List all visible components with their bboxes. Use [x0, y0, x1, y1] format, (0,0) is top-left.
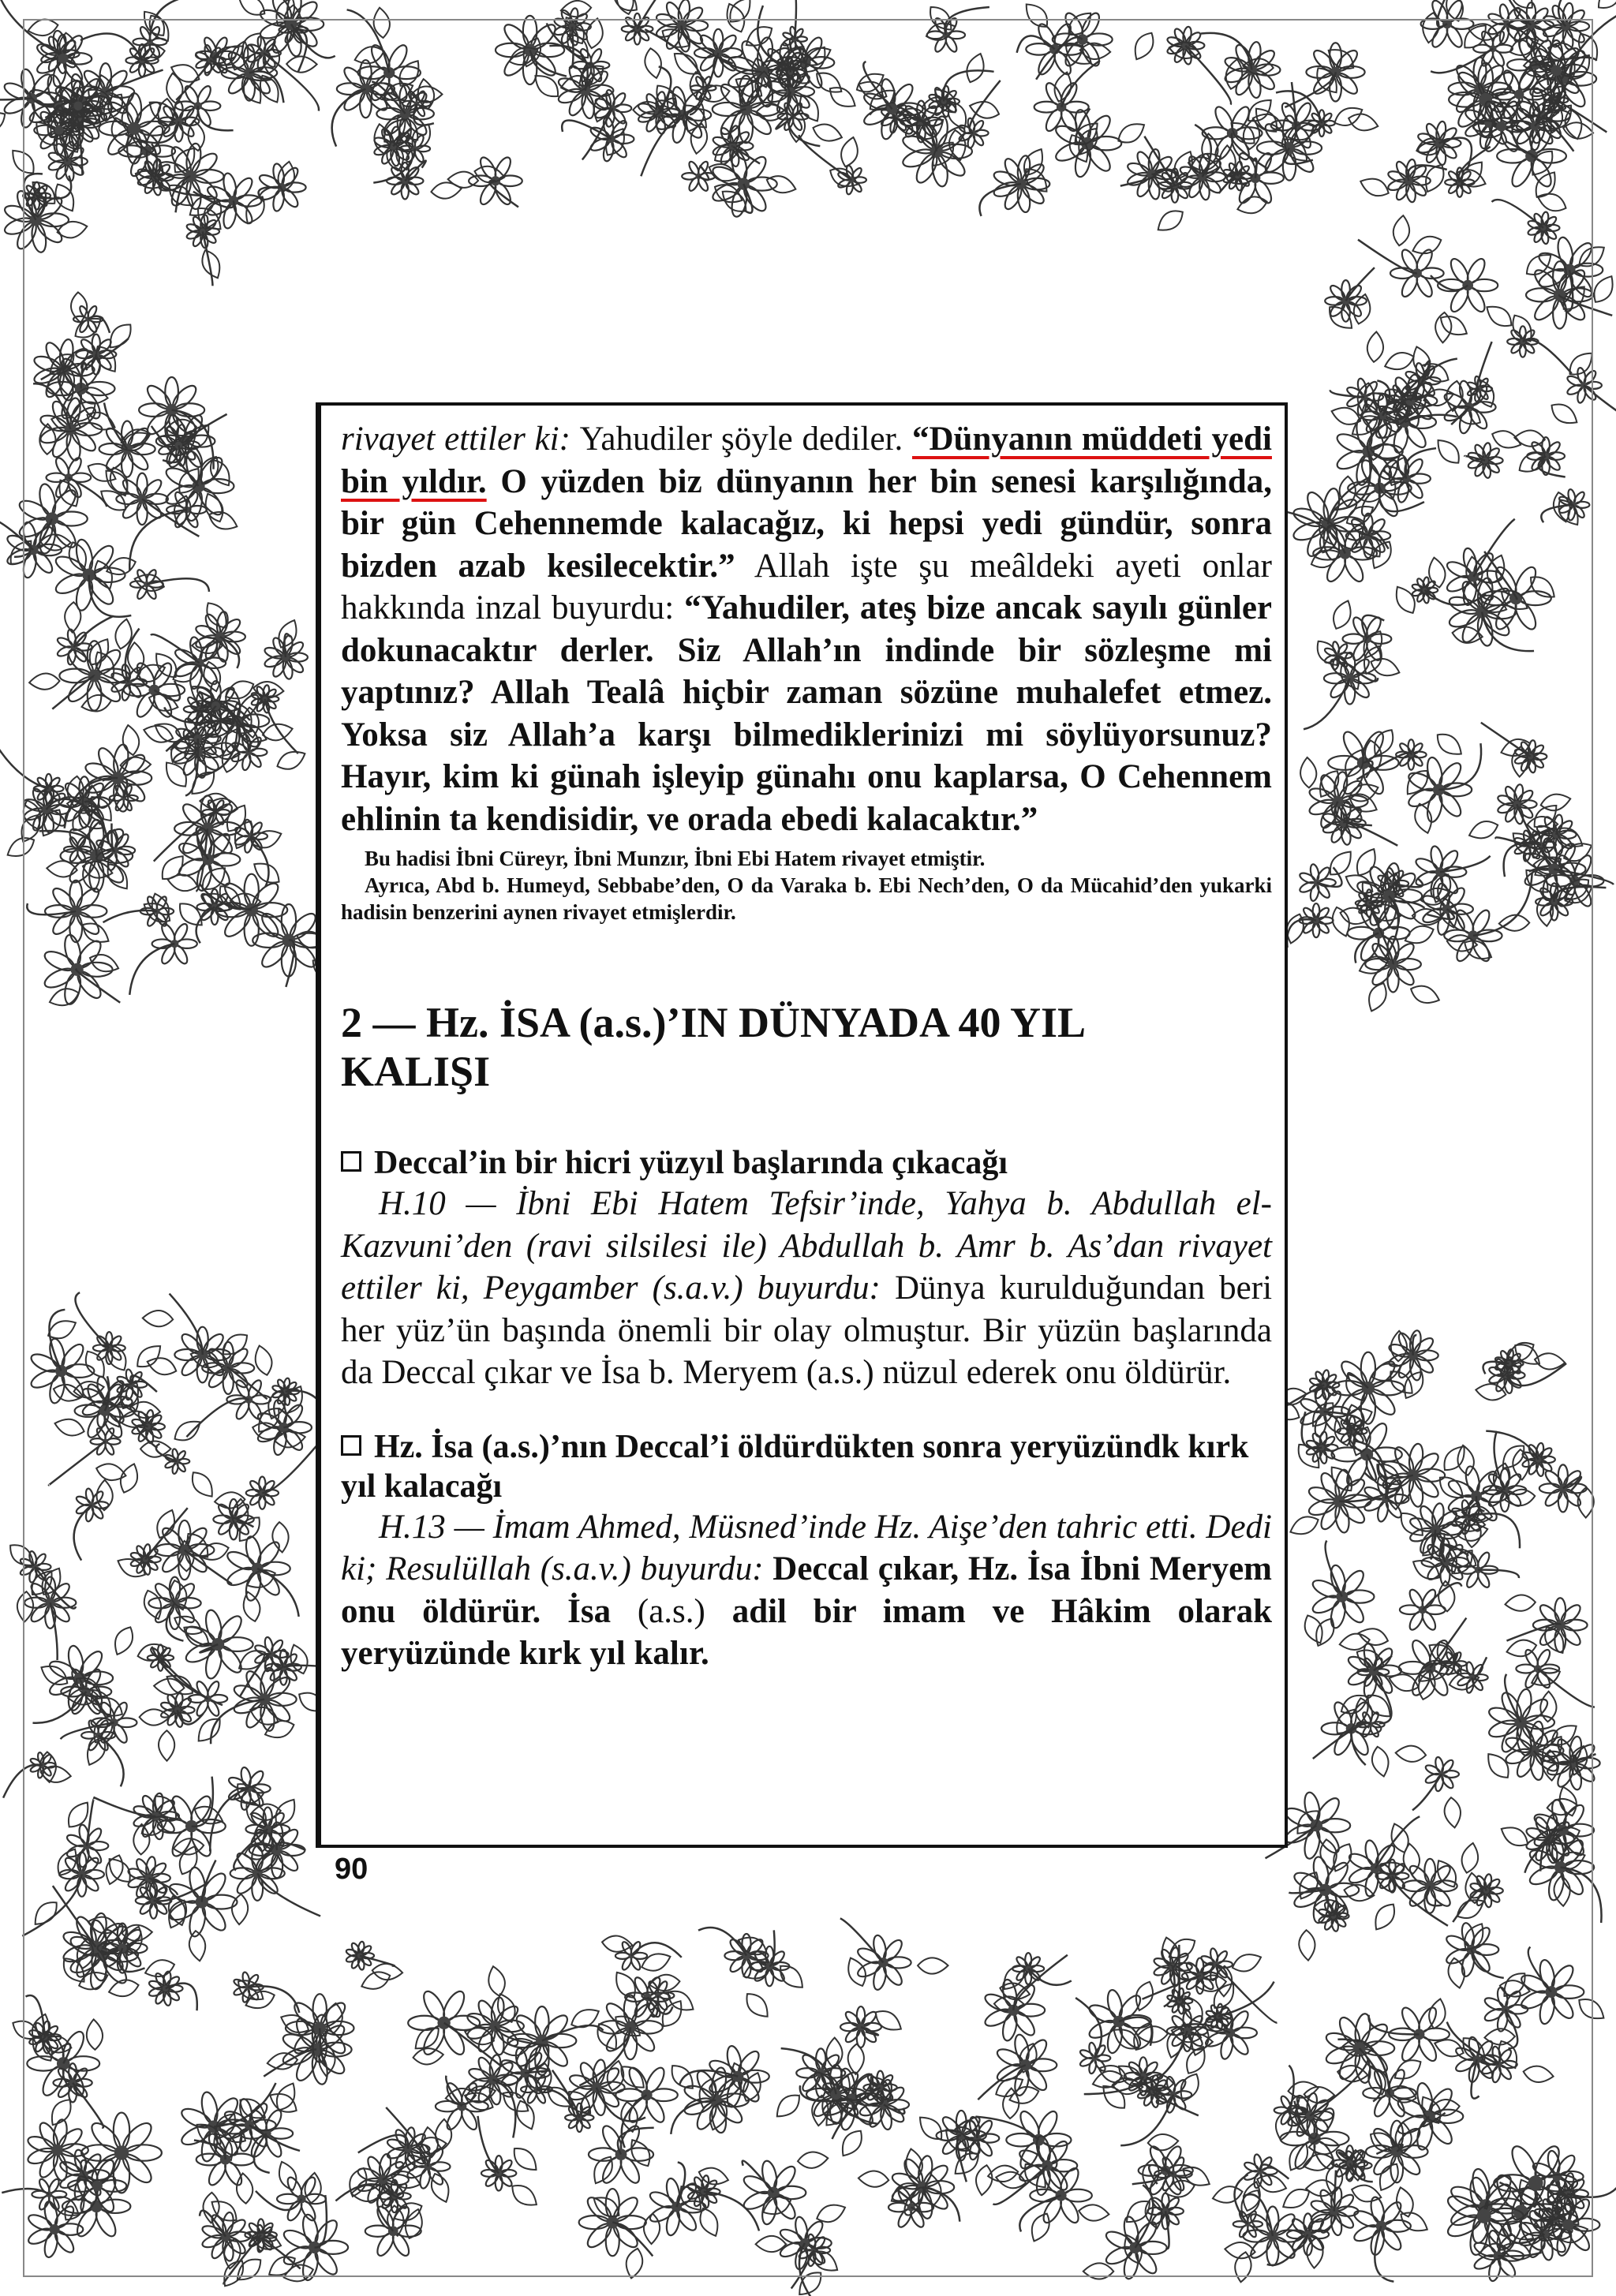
- text-run: H.10 — İbni Ebi Hatem Tefsir’inde, Yahya b. Abdullah el-Kazvuni’den (ravi silsilesi ile) Abdullah b. Amr b. As’dan rivayet ettiler ki, Peygamber (s.a.v.) buyurdu:: [341, 1185, 1272, 1307]
- text-run: Yahudiler şöyle dediler.: [579, 421, 912, 458]
- text-run: Allah işte şu meâldeki ayeti onlar hakkında inzal buyurdu:: [341, 547, 1272, 626]
- square-bullet-icon: [341, 1151, 361, 1172]
- source-note-line-1: Bu hadisi İbni Cüreyr, İbni Munzır, İbni Ebi Hatem rivayet etmiştir.: [365, 847, 986, 870]
- text-run: adil bir imam ve Hâkim olarak yeryüzünde kırk yıl kalır.: [341, 1592, 1272, 1672]
- text-run: H.13 — İmam Ahmed, Müsned’inde Hz. Aişe’den tahric etti. Dedi ki; Resulüllah (s.a.v.) buyurdu:: [341, 1508, 1272, 1587]
- text-run: (a.s.): [637, 1592, 705, 1630]
- page-body: [341, 418, 1272, 1675]
- text-run: Dünya kurulduğundan beri her yüz’ün başında önemli bir olay olmuştur. Bir yüzün başlarında da Deccal çıkar ve İsa b. Meryem (a.s.) nüzul ederek onu öldürür.: [341, 1270, 1273, 1391]
- text-run: “Yahudiler, ateş bize ancak sayılı günler dokunacaktır derler. Siz Allah’ın indinde bir sözleşme mi yaptınız? Allah Tealâ hiçbir zaman sözüne muhalefet etmez. Yoksa siz Allah’a karşı bilmediklerinizi mi söylüyorsunuz? Hayır, kim ki günah işleyip günahı onu kaplarsa, O Cehennem ehlinin ta kendisidir, ve orada ebedi kalacaktır.”: [341, 589, 1272, 838]
- subsection-body-1: [341, 1183, 1272, 1394]
- subsection-body-2: [341, 1506, 1272, 1675]
- subsection-heading-2: Hz. İsa (a.s.)’nın Deccal’i öldürdükten sonra yeryüzündk kırk yıl kalacağı: [341, 1428, 1249, 1505]
- text-run: rivayet ettiler ki:: [341, 421, 580, 458]
- source-note-line-2: Ayrıca, Abd b. Humeyd, Sebbabe’den, O da Varaka b. Ebi Nech’den, O da Mücahid’den yukarki hadisin benzerini aynen rivayet etmişlerdir.: [341, 873, 1272, 924]
- text-run: “Dünyanın müddeti yedi bin yıldır.: [341, 421, 1272, 500]
- subsection-heading-1: Deccal’in bir hicri yüzyıl başlarında çıkacağı: [341, 1143, 1272, 1183]
- page-number: 90: [335, 1853, 368, 1886]
- source-note: [341, 845, 1272, 926]
- opening-paragraph: [341, 418, 1272, 840]
- square-bullet-icon: [341, 1435, 361, 1456]
- text-run: Deccal çıkar, Hz. İsa İbni Meryem onu öldürür. İsa: [341, 1550, 1272, 1630]
- text-run: O yüzden biz dünyanın her bin senesi karşılığında, bir gün Cehennemde kalacağız, ki hepsi yedi gündür, sonra bizden azab kesilecektir.”: [341, 462, 1273, 585]
- section-title: 2 — Hz. İSA (a.s.)’IN DÜNYADA 40 YIL KALIŞI: [341, 999, 1084, 1095]
